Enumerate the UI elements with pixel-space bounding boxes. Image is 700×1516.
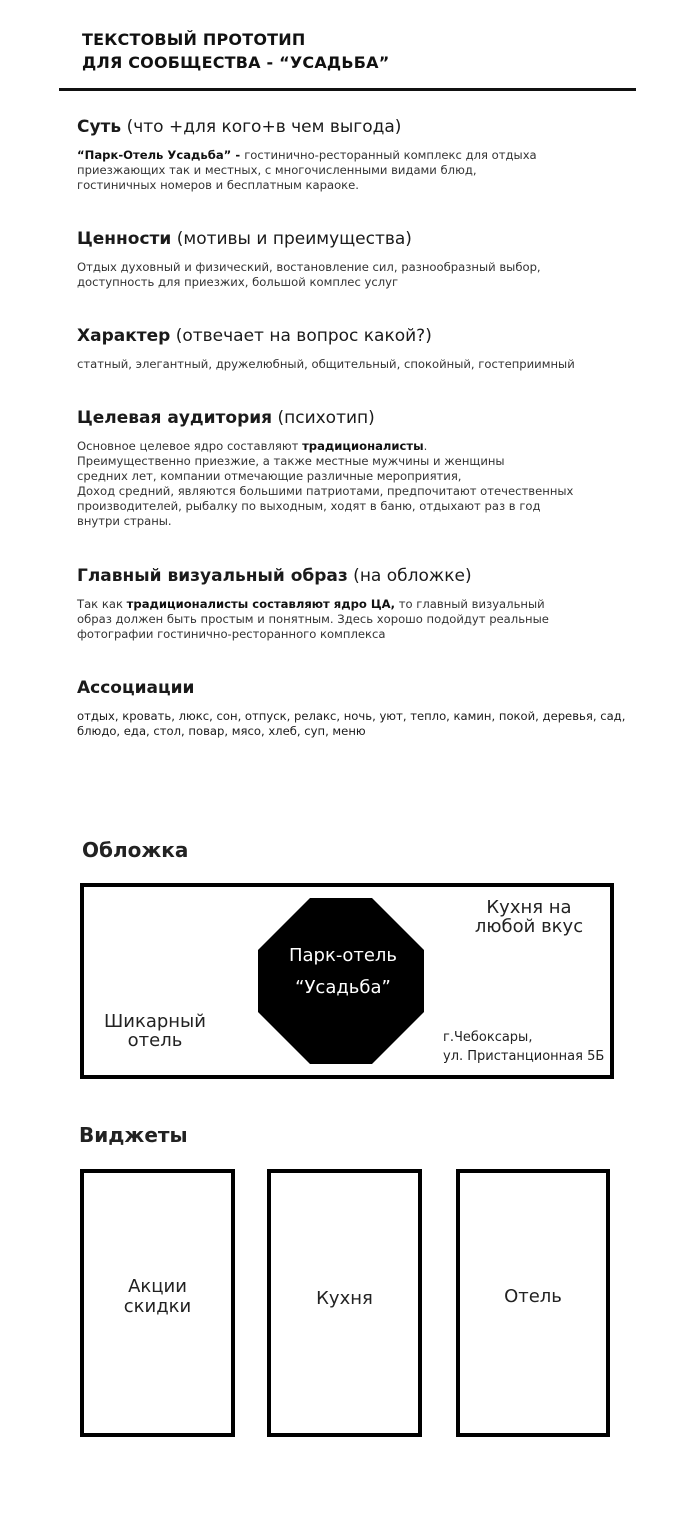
section-associations — [77, 677, 677, 739]
audience-text-line-6: внутри страны. — [77, 514, 172, 528]
section-audience — [77, 407, 677, 529]
widget-kitchen[interactable] — [267, 1169, 422, 1437]
section-visual-heading-rest: (на обложке) — [347, 566, 472, 586]
audience-text-line-5: производителей, рыбалку по выходным, ходят в баню, отдыхают раз в год — [77, 499, 541, 513]
associations-text-line-2: блюдо, еда, стол, повар, мясо, хлеб, суп, меню — [77, 724, 366, 738]
values-text-line-2: доступность для приезжих, большой комплес услуг — [77, 275, 399, 289]
section-audience-heading-bold: Целевая аудитория — [77, 408, 273, 428]
widget-hotel[interactable] — [456, 1169, 610, 1437]
section-associations-text — [77, 709, 677, 739]
cover-center-line-2: “Усадьба” — [295, 977, 391, 998]
visual-text-bold: традиционалисты составляют ядро ЦА, — [126, 597, 396, 611]
widgets-title: Виджеты — [79, 1123, 188, 1147]
section-visual-heading-bold: Главный визуальный образ — [77, 566, 348, 586]
visual-text-line-1-end: то главный визуальный — [395, 597, 545, 611]
essence-text-line-1: гостинично-ресторанный комплекс для отдыха — [244, 148, 537, 162]
essence-text-line-2: приезжающих так и местных, с многочисленными видами блюд, — [77, 163, 477, 177]
section-character-text — [77, 357, 677, 372]
section-values-heading-bold: Ценности — [77, 229, 172, 249]
cover-right-caption — [462, 898, 596, 936]
widget-promotions-label — [84, 1277, 231, 1317]
section-character-heading-rest: (отвечает на вопрос какой?) — [170, 326, 432, 346]
section-essence-heading — [77, 116, 677, 138]
section-essence-text — [77, 148, 677, 193]
cover-address-line-2: ул. Пристанционная 5Б — [443, 1049, 605, 1064]
section-associations-heading-bold: Ассоциации — [77, 678, 195, 698]
section-character — [77, 325, 677, 372]
widget-hotel-label: Отель — [504, 1286, 562, 1307]
section-values-text — [77, 260, 677, 290]
widget-promotions[interactable] — [80, 1169, 235, 1437]
essence-text-line-3: гостиничных номеров и бесплатным караоке. — [77, 178, 359, 192]
section-audience-heading — [77, 407, 677, 429]
audience-text-line-4: Доход средний, являются большими патриотами, предпочитают отечественных — [77, 484, 574, 498]
widget-kitchen-label: Кухня — [316, 1288, 373, 1309]
section-associations-heading — [77, 677, 677, 699]
associations-text-line-1: отдых, кровать, люкс, сон, отпуск, релакс, ночь, уют, тепло, камин, покой, деревья, сад, — [77, 709, 626, 723]
audience-text-line-2: Преимущественно приезжие, а также местные мужчины и женщины — [77, 454, 505, 468]
page-title-line-2: ДЛЯ СООБЩЕСТВА - “УСАДЬБА” — [82, 53, 390, 72]
visual-text-line-3: фотографии гостинично-ресторанного комплекса — [77, 627, 386, 641]
section-essence — [77, 116, 677, 193]
essence-brand-name: “Парк-Отель Усадьба” - — [77, 148, 245, 162]
widget-promotions-line-2: скидки — [123, 1296, 192, 1317]
values-text-line-1: Отдых духовный и физический, востановление сил, разнообразный выбор, — [77, 260, 541, 274]
audience-text-line-3: средних лет, компании отмечающие различные мероприятия, — [77, 469, 462, 483]
cover-left-line-1: Шикарный — [104, 1011, 206, 1032]
section-visual — [77, 565, 677, 642]
section-values-heading-rest: (мотивы и преимущества) — [171, 229, 412, 249]
cover-left-line-2: отель — [127, 1030, 183, 1051]
audience-core-type: традиционалисты — [302, 439, 424, 453]
cover-left-caption — [90, 1012, 220, 1050]
section-visual-heading — [77, 565, 677, 587]
character-text-line-1: статный, элегантный, дружелюбный, общительный, спокойный, гостеприимный — [77, 357, 575, 371]
section-visual-text — [77, 597, 677, 642]
widget-promotions-line-1: Акции — [128, 1276, 187, 1297]
section-character-heading — [77, 325, 677, 347]
audience-text-line-1-end: . — [423, 439, 428, 453]
section-audience-text — [77, 439, 677, 529]
cover-title: Обложка — [82, 838, 189, 862]
visual-text-line-2: образ должен быть простым и понятным. Здесь хорошо подойдут реальные — [77, 612, 549, 626]
section-character-heading-bold: Характер — [77, 326, 171, 346]
cover-right-line-2: любой вкус — [474, 916, 584, 937]
section-values-heading — [77, 228, 677, 250]
section-essence-heading-rest: (что +для кого+в чем выгода) — [121, 117, 402, 137]
section-values — [77, 228, 677, 290]
cover-right-line-1: Кухня на — [486, 897, 572, 918]
header-divider — [59, 88, 636, 91]
section-essence-heading-bold: Суть — [77, 117, 122, 137]
cover-address-line-1: г.Чебоксары, — [443, 1030, 533, 1045]
page-title — [82, 28, 642, 74]
section-audience-heading-rest: (психотип) — [272, 408, 375, 428]
cover-center-line-1: Парк-отель — [288, 945, 398, 966]
audience-text-line-1: Основное целевое ядро составляют — [77, 439, 303, 453]
visual-text-line-1: Так как — [77, 597, 127, 611]
page-title-line-1: ТЕКСТОВЫЙ ПРОТОТИП — [82, 30, 306, 49]
